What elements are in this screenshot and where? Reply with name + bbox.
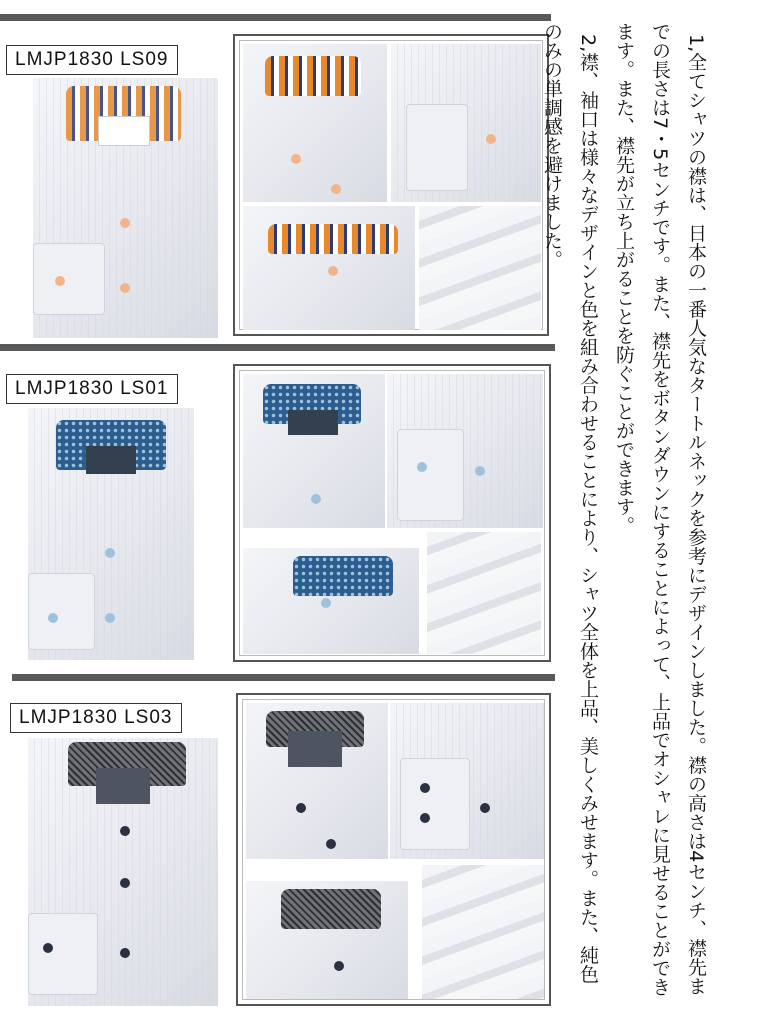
fabric-detail-photo [427,532,541,654]
product-code-label: LMJP1830 LS09 [6,45,178,75]
shirt-cuff [33,243,105,315]
shirt-button [120,218,130,228]
shirt-tag [96,768,150,804]
shirt-front-photo [33,78,218,338]
section-divider [0,344,555,351]
fabric-detail-photo [419,206,541,330]
description-paragraph: 2,襟、袖口は様々なデザインと色を組み合わせることにより、シャツ全体を上品、美しくみせます。また、純色のみの単調感を避けました。 [541,22,599,984]
shirt-tag [98,116,150,146]
cuff-detail-photo [391,44,541,202]
shirt-button [120,283,130,293]
collar-detail-photo [243,44,387,202]
section-divider [12,674,555,681]
shirt-front-photo [28,408,194,660]
cuff-detail-photo [390,703,544,859]
collar-back-photo [246,881,408,999]
product-code-label: LMJP1830 LS01 [6,374,178,404]
cuff-button [55,276,65,286]
shirt-front-photo [28,738,218,1006]
collar-detail-photo [246,703,388,859]
collar-back-photo [243,206,415,330]
cuff-detail-photo [387,374,543,528]
collar-detail-photo [243,374,385,528]
detail-frame [236,693,551,1006]
collar-back-photo [243,548,419,654]
product-description [540,22,750,1002]
description-paragraph: 1,全てシャツの襟は、日本の一番人気なタートルネックを参考にデザインしました。襟の高さは4センチ、襟先までの長さは7・5センチです。また、襟先をボタンダウンにすることによって、上品でオシャレに見せることができます。また、襟先が立ち上がることを防ぐことができます。 [613,22,707,997]
fabric-detail-photo [422,865,544,999]
section-divider [0,14,551,21]
detail-frame [233,364,551,662]
detail-frame [233,34,549,336]
product-code-label: LMJP1830 LS03 [10,703,182,733]
